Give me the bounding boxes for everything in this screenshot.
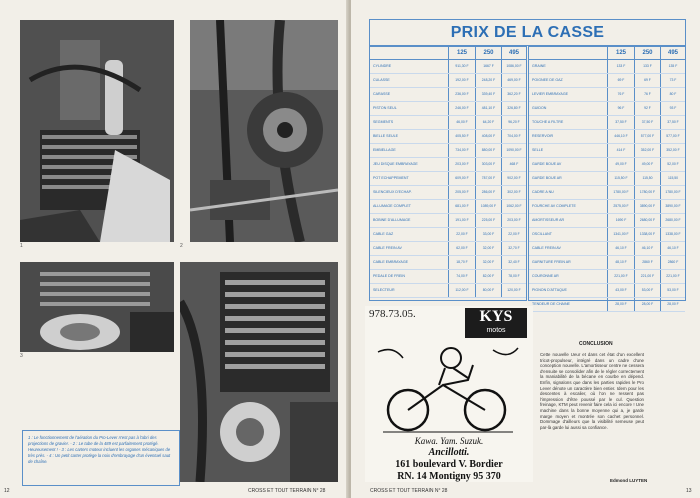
price-cell: 2575,00 F: [607, 200, 634, 213]
table-row: [529, 242, 685, 256]
price-table-right: [528, 46, 686, 306]
part-name: PEDALE DE FREIN: [373, 274, 405, 278]
price-cell: 120,00 F: [501, 284, 526, 297]
price-cell: 577,00 F: [660, 130, 685, 143]
part-name: AMORTISSEUR AR: [532, 218, 565, 222]
conclusion-heading: CONCLUSION: [579, 341, 613, 347]
price-cell: 32,70 F: [501, 242, 526, 255]
part-name: EMBIELLAGE: [373, 148, 396, 152]
table-row: [529, 270, 685, 284]
price-cell: 49,00 F: [607, 158, 634, 171]
table-row: [529, 88, 685, 102]
table-row: [529, 144, 685, 158]
price-cell: 1090,00 F: [501, 144, 526, 157]
price-cell: 787,00 F: [475, 172, 501, 185]
price-cell: 133 F: [634, 60, 660, 73]
table-row: [370, 214, 526, 228]
price-cell: 1780,00 F: [660, 186, 685, 199]
part-name: OSCILLANT: [532, 232, 552, 236]
part-name: GRAINE: [532, 64, 546, 68]
price-cell: 408,00 F: [475, 130, 501, 143]
price-cell: 1338,00 F: [660, 228, 685, 241]
part-name: POT ECHAPPEMENT: [373, 176, 409, 180]
part-name: GARNITURE FREIN AR: [532, 260, 571, 264]
price-cell: 53,00 F: [634, 284, 660, 297]
table-row: [529, 200, 685, 214]
part-name: CARASSE: [373, 92, 391, 96]
price-cell: 203,00 F: [501, 214, 526, 227]
price-cell: 339,40 F: [475, 88, 501, 101]
part-name: CABLE EMBRAYAGE: [373, 260, 409, 264]
table-row: [370, 144, 526, 158]
price-cell: 2860 F: [660, 256, 685, 269]
price-cell: 1780,00 F: [607, 186, 634, 199]
price-cell: 33,00 F: [475, 228, 501, 241]
price-cell: 28,00 F: [607, 298, 634, 311]
price-cell: 80,00 F: [475, 284, 501, 297]
table-row: [529, 102, 685, 116]
part-name: PISTON SEUL: [373, 106, 397, 110]
part-name: COURONNE AR: [532, 274, 559, 278]
price-cell: 911,30 F: [448, 60, 475, 73]
part-name: BOBINE D'ALLUMAGE: [373, 218, 411, 222]
table-row: [370, 102, 526, 116]
part-name: TENDEUR DE CHAINE: [532, 302, 570, 306]
price-cell: 2860 F: [634, 256, 660, 269]
price-cell: 192,00 F: [448, 74, 475, 87]
table-row: [529, 130, 685, 144]
table-header: [370, 47, 526, 60]
part-name: SILENCIEUX D'ECHAP.: [373, 190, 412, 194]
price-cell: 46,10 F: [634, 242, 660, 255]
price-cell: 1690 F: [607, 214, 634, 227]
price-cell: 112,00 F: [448, 284, 475, 297]
table-row: [370, 242, 526, 256]
column-header-495: 495: [501, 47, 526, 59]
table-row: [529, 256, 685, 270]
price-table-title-box: [369, 19, 686, 46]
price-cell: 246,00 F: [448, 102, 475, 115]
price-cell: 80 F: [660, 88, 685, 101]
ad-city-line: RN. 14 Montigny 95 370: [397, 471, 501, 482]
price-cell: 236,00 F: [448, 88, 475, 101]
table-row: [529, 158, 685, 172]
page-number-right: 13: [686, 488, 692, 494]
price-cell: 37,50 F: [634, 116, 660, 129]
price-cell: 28,00 F: [634, 298, 660, 311]
table-row: [370, 228, 526, 242]
magazine-footer-right: CROSS ET TOUT TERRAIN N° 28: [370, 488, 448, 494]
table-row: [370, 74, 526, 88]
photo-number: 2: [180, 243, 183, 249]
table-row: [529, 116, 685, 130]
price-cell: 93 F: [660, 102, 685, 115]
price-cell: 22,00 F: [501, 228, 526, 241]
photo-4-chain-guard: [180, 262, 338, 482]
author-name: Edmond LUYTEN: [610, 478, 648, 483]
price-cell: 405,50 F: [448, 130, 475, 143]
price-cell: 18,70 F: [448, 256, 475, 269]
table-row: [529, 172, 685, 186]
price-cell: 704,00 F: [501, 130, 526, 143]
photo-3-art: [20, 262, 174, 352]
table-row: [370, 284, 526, 298]
price-cell: 221,00 F: [634, 270, 660, 283]
part-name: LEVIER EMBRAYAGE: [532, 92, 569, 96]
price-cell: 205,00 F: [448, 186, 475, 199]
part-name: CABLE GAZ: [373, 232, 394, 236]
price-cell: 469,00 F: [501, 74, 526, 87]
price-cell: 734,00 F: [448, 144, 475, 157]
cartoon-rider-illustration: [373, 340, 523, 436]
price-cell: 32,00 F: [475, 256, 501, 269]
price-cell: 481,10 F: [475, 102, 501, 115]
price-cell: 76 F: [634, 88, 660, 101]
price-table-title: PRIX DE LA CASSE: [450, 24, 605, 41]
price-cell: 362,20 F: [501, 88, 526, 101]
price-cell: 46,10 F: [607, 242, 634, 255]
price-cell: 1338,00 F: [634, 228, 660, 241]
price-cell: 3890,00 F: [634, 200, 660, 213]
table-row: [529, 284, 685, 298]
table-row: [370, 130, 526, 144]
price-cell: 115,50 F: [607, 172, 634, 185]
table-row: [529, 214, 685, 228]
price-cell: 96,20 F: [501, 116, 526, 129]
part-name: CABLE FREIN AV: [373, 246, 402, 250]
price-cell: 2680,00 F: [634, 214, 660, 227]
column-header-125: 125: [607, 47, 634, 59]
price-cell: 1341,00 F: [607, 228, 634, 241]
photo-4-art: [180, 262, 338, 482]
table-row: [370, 200, 526, 214]
table-row: [370, 88, 526, 102]
price-cell: 248,20 F: [475, 74, 501, 87]
price-cell: 352,00 F: [634, 144, 660, 157]
conclusion-text: Cette nouvelle Ueur et dans cet état d'un excellent tricot-propulseur, intégré dans un cadre d'une conception nouvelle. L'amortisseur centre ne cessera d'ensuite se consolider afin de le régler correctement la maniabilité de la bécane en courbe en dépend. Enfin, signalons que dans les parties rapides le Pro Lever dénote un caractère bien entier. Idem pour les descentes à escalier, où l'on ne ressent pas l'impression d'être poussé par le cul. Question freinage, KTM peut revenir faire cela ici encore ! Une machine dans la bonne moyenne qui a, je garde marge moyen et montrée son cachet personnel. Dommage d'ailleurs que la visibilité semeuse peut par-là garde lui aussi sa confiance.: [540, 352, 644, 430]
photo-2-frame-tube: [190, 20, 338, 242]
price-cell: 64,20 F: [475, 116, 501, 129]
price-cell: 22,00 F: [448, 228, 475, 241]
ad-phone-number: 978.73.05.: [369, 308, 416, 320]
price-cell: 302,00 F: [501, 186, 526, 199]
price-cell: 225,00 F: [475, 214, 501, 227]
price-cell: 78,00 F: [501, 270, 526, 283]
part-name: SELLE: [532, 148, 544, 152]
price-cell: 96 F: [607, 102, 634, 115]
price-cell: 43,00 F: [607, 284, 634, 297]
table-row: [529, 74, 685, 88]
price-cell: 32,40 F: [501, 256, 526, 269]
price-cell: 1086,00 F: [501, 60, 526, 73]
price-cell: 32,00 F: [475, 242, 501, 255]
part-name: TOUCHE A FILTRE: [532, 120, 564, 124]
price-cell: 1089,00 F: [475, 200, 501, 213]
price-cell: 352,00 F: [660, 144, 685, 157]
price-cell: 49,00 F: [634, 158, 660, 171]
left-page: [0, 0, 349, 498]
kys-logo-brand: KYS: [479, 308, 513, 325]
price-cell: 221,00 F: [660, 270, 685, 283]
table-row: [370, 186, 526, 200]
price-cell: 37,50 F: [607, 116, 634, 129]
price-cell: 221,00 F: [607, 270, 634, 283]
part-name: SEGMENTS: [373, 120, 394, 124]
price-cell: 76 F: [607, 88, 634, 101]
magazine-footer-left: CROSS ET TOUT TERRAIN N° 28: [248, 488, 326, 494]
part-name: CYLINDRE: [373, 64, 392, 68]
price-table-left: [369, 46, 527, 301]
column-header-125: 125: [448, 47, 475, 59]
price-cell: 133 F: [607, 60, 634, 73]
price-cell: 62,00 F: [448, 242, 475, 255]
part-name: CADRE A NU: [532, 190, 554, 194]
price-cell: 69 F: [634, 74, 660, 87]
part-name: PIGNON D'ATTAQUE: [532, 288, 567, 292]
part-name: CABLE FREIN AV: [532, 246, 561, 250]
price-cell: 115,50: [634, 172, 660, 185]
price-cell: 46,00 F: [448, 116, 475, 129]
price-cell: 609,00 F: [448, 172, 475, 185]
price-cell: 1062,00 F: [501, 200, 526, 213]
price-cell: 48,10 F: [607, 256, 634, 269]
column-header-495: 495: [660, 47, 685, 59]
price-cell: 73 F: [660, 74, 685, 87]
price-cell: 577,00 F: [634, 130, 660, 143]
price-cell: 53,00 F: [660, 284, 685, 297]
price-cell: 880,00 F: [475, 144, 501, 157]
part-name: SELECTEUR: [373, 288, 395, 292]
part-name: ALLUMAGE COMPLET: [373, 204, 411, 208]
part-name: BIELLE SEULE: [373, 134, 398, 138]
table-row: [370, 116, 526, 130]
part-name: POIGNEE DE GAZ: [532, 78, 563, 82]
kys-motos-advertisement: [365, 306, 533, 482]
price-cell: 37,50 F: [660, 116, 685, 129]
price-cell: 326,80 F: [501, 102, 526, 115]
table-row: [529, 228, 685, 242]
price-cell: 286,00 F: [475, 186, 501, 199]
kys-logo-sub: motos: [486, 327, 506, 334]
photo-1-engine-cylinder: [20, 20, 174, 242]
table-row: [370, 60, 526, 74]
price-cell: 414 F: [607, 144, 634, 157]
table-row: [529, 60, 685, 74]
price-cell: 681,00 F: [448, 200, 475, 213]
price-cell: 115,50: [660, 172, 685, 185]
table-row: [370, 172, 526, 186]
column-header-250: 250: [634, 47, 660, 59]
part-name: RESERVOIR: [532, 134, 554, 138]
kys-logo: [465, 308, 527, 338]
price-cell: 135 F: [660, 60, 685, 73]
table-row: [370, 270, 526, 284]
part-name: GARDE BOUE AV: [532, 162, 562, 166]
price-cell: 92 F: [634, 102, 660, 115]
photo-number: 1: [20, 243, 23, 249]
price-cell: 2680,00 F: [660, 214, 685, 227]
column-header-250: 250: [475, 47, 501, 59]
part-name: FOURCHE AV COMPLETE: [532, 204, 576, 208]
price-cell: 82,00 F: [475, 270, 501, 283]
price-cell: 468 F: [501, 158, 526, 171]
price-cell: 52,00 F: [660, 158, 685, 171]
price-cell: 74,00 F: [448, 270, 475, 283]
photo-captions: 1 : Le fonctionnement de l'aération du Pro-Lever n'est pas à l'abri des projections de gravier. - 2 : Le tube de la 489 est parfaitement protégé. Heureusement ! - 3 : Les carters moteur incluent les organes mécaniques de très près. - 4 : Un petit carter protège la noix d'embrayage d'un éventuel saut de chaîne.: [22, 430, 180, 486]
part-name: GARDE BOUE AR: [532, 176, 562, 180]
part-name: CULASSE: [373, 78, 390, 82]
price-cell: 28,00 F: [660, 298, 685, 311]
part-name: JEU DISQUE EMBRAYAGE: [373, 162, 418, 166]
price-cell: 3890,00 F: [660, 200, 685, 213]
price-cell: 303,00 F: [475, 158, 501, 171]
table-row: [370, 256, 526, 270]
photo-2-art: [190, 20, 338, 242]
ad-brands-line: Kawa. Yam. Suzuk.: [414, 436, 484, 446]
price-cell: 46,10 F: [660, 242, 685, 255]
price-cell: 902,00 F: [501, 172, 526, 185]
table-header: [529, 47, 685, 60]
table-row: [529, 186, 685, 200]
price-cell: 1667 F: [475, 60, 501, 73]
photo-1-art: [20, 20, 174, 242]
price-cell: 1780,00 F: [634, 186, 660, 199]
photo-3-crankcase: [20, 262, 174, 352]
table-row: [370, 158, 526, 172]
photo-number: 3: [20, 353, 23, 359]
price-cell: 191,00 F: [448, 214, 475, 227]
price-cell: 203,00 F: [448, 158, 475, 171]
price-cell: 69 F: [607, 74, 634, 87]
part-name: GUIDON: [532, 106, 547, 110]
ad-address-line: 161 boulevard V. Bordier: [395, 459, 503, 470]
page-number-left: 12: [4, 488, 10, 494]
ad-ancillotti-line: Ancillotti.: [428, 447, 470, 458]
table-row: [529, 298, 685, 312]
price-cell: 446,10 F: [607, 130, 634, 143]
